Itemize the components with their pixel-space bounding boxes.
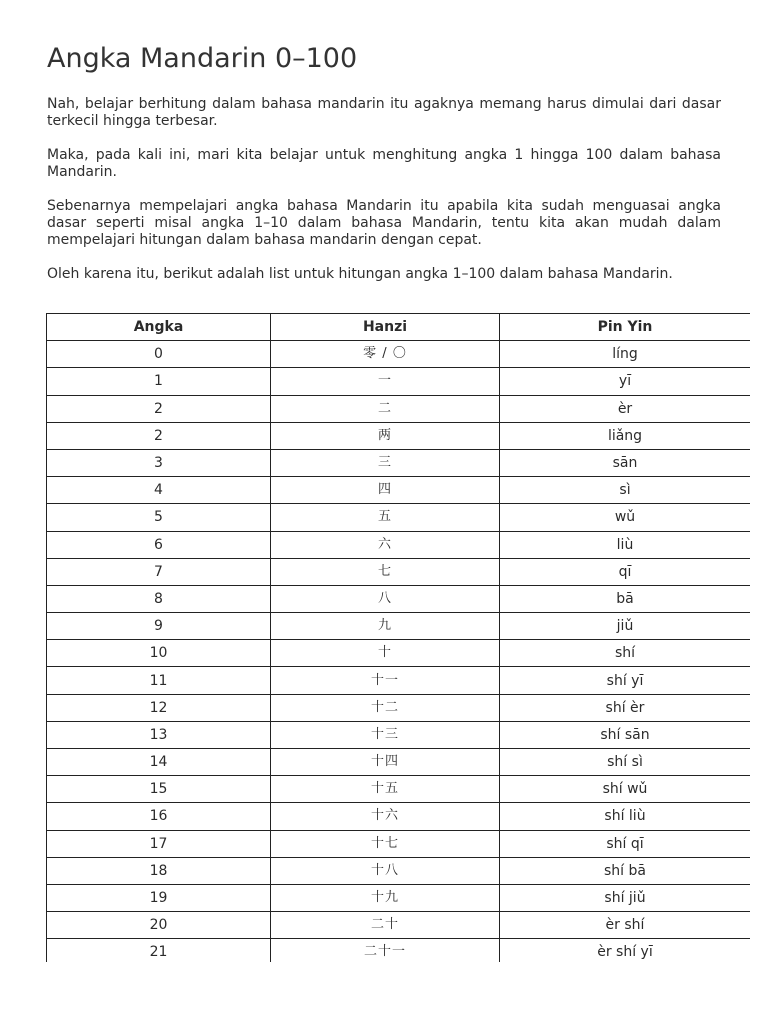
- table-row: [47, 422, 751, 449]
- cell-angka: 3: [47, 449, 271, 476]
- table-row: [47, 368, 751, 395]
- cell-pinyin: shí wǔ: [500, 776, 751, 803]
- table-row: [47, 341, 751, 368]
- cell-pinyin: èr shí yī: [500, 939, 751, 962]
- table-row: [47, 613, 751, 640]
- cell-hanzi: 十二: [271, 694, 500, 721]
- cell-angka: 14: [47, 749, 271, 776]
- cell-angka: 12: [47, 694, 271, 721]
- table-row: [47, 667, 751, 694]
- table-row: [47, 939, 751, 962]
- cell-hanzi: 零 / 〇: [271, 341, 500, 368]
- cell-pinyin: líng: [500, 341, 751, 368]
- cell-pinyin: liù: [500, 531, 751, 558]
- cell-hanzi: 十一: [271, 667, 500, 694]
- intro-paragraph-2: Maka, pada kali ini, mari kita belajar untuk menghitung angka 1 hingga 100 dalam bahasa Mandarin.: [47, 147, 721, 180]
- cell-hanzi: 十三: [271, 721, 500, 748]
- cell-hanzi: 十: [271, 640, 500, 667]
- cell-hanzi: 十四: [271, 749, 500, 776]
- cell-pinyin: shí liù: [500, 803, 751, 830]
- cell-pinyin: shí èr: [500, 694, 751, 721]
- cell-hanzi: 两: [271, 422, 500, 449]
- cell-pinyin: jiǔ: [500, 613, 751, 640]
- cell-angka: 6: [47, 531, 271, 558]
- cell-pinyin: sì: [500, 477, 751, 504]
- table-row: [47, 830, 751, 857]
- intro-paragraph-3: Sebenarnya mempelajari angka bahasa Mandarin itu apabila kita sudah menguasai angka dasar seperti misal angka 1–10 dalam bahasa Mandarin, tentu kita akan mudah dalam mempelajari hitungan dalam bahasa mandarin dengan cepat.: [47, 198, 721, 248]
- table-header-row: [47, 314, 751, 341]
- cell-hanzi: 十九: [271, 884, 500, 911]
- table-row: [47, 749, 751, 776]
- cell-hanzi: 十八: [271, 857, 500, 884]
- cell-pinyin: liǎng: [500, 422, 751, 449]
- table-row: [47, 912, 751, 939]
- cell-hanzi: 十六: [271, 803, 500, 830]
- table-body: [47, 341, 751, 962]
- cell-angka: 7: [47, 558, 271, 585]
- cell-hanzi: 八: [271, 585, 500, 612]
- cell-pinyin: wǔ: [500, 504, 751, 531]
- cell-hanzi: 九: [271, 613, 500, 640]
- cell-angka: 9: [47, 613, 271, 640]
- cell-hanzi: 五: [271, 504, 500, 531]
- cell-pinyin: shí: [500, 640, 751, 667]
- cell-angka: 2: [47, 395, 271, 422]
- cell-angka: 16: [47, 803, 271, 830]
- cell-pinyin: shí sì: [500, 749, 751, 776]
- header-hanzi: Hanzi: [271, 314, 500, 341]
- cell-angka: 11: [47, 667, 271, 694]
- table-row: [47, 449, 751, 476]
- cell-angka: 17: [47, 830, 271, 857]
- cell-hanzi: 三: [271, 449, 500, 476]
- cell-angka: 8: [47, 585, 271, 612]
- table-row: [47, 640, 751, 667]
- table-row: [47, 857, 751, 884]
- cell-angka: 5: [47, 504, 271, 531]
- number-table: [46, 313, 750, 962]
- table-row: [47, 504, 751, 531]
- cell-hanzi: 二: [271, 395, 500, 422]
- cell-angka: 2: [47, 422, 271, 449]
- cell-angka: 1: [47, 368, 271, 395]
- intro-paragraph-1: Nah, belajar berhitung dalam bahasa mandarin itu agaknya memang harus dimulai dari dasar terkecil hingga terbesar.: [47, 96, 721, 129]
- cell-pinyin: shí sān: [500, 721, 751, 748]
- table-row: [47, 776, 751, 803]
- cell-hanzi: 一: [271, 368, 500, 395]
- cell-pinyin: èr: [500, 395, 751, 422]
- cell-pinyin: yī: [500, 368, 751, 395]
- cell-angka: 13: [47, 721, 271, 748]
- cell-pinyin: èr shí: [500, 912, 751, 939]
- cell-angka: 21: [47, 939, 271, 962]
- cell-angka: 20: [47, 912, 271, 939]
- cell-pinyin: shí bā: [500, 857, 751, 884]
- cell-angka: 4: [47, 477, 271, 504]
- cell-pinyin: shí jiǔ: [500, 884, 751, 911]
- cell-hanzi: 十五: [271, 776, 500, 803]
- cell-hanzi: 六: [271, 531, 500, 558]
- table-row: [47, 558, 751, 585]
- document-body: [47, 40, 721, 300]
- cell-hanzi: 四: [271, 477, 500, 504]
- cell-pinyin: bā: [500, 585, 751, 612]
- cell-angka: 19: [47, 884, 271, 911]
- cell-pinyin: shí yī: [500, 667, 751, 694]
- cell-pinyin: shí qī: [500, 830, 751, 857]
- cell-angka: 18: [47, 857, 271, 884]
- cell-hanzi: 十七: [271, 830, 500, 857]
- table-row: [47, 585, 751, 612]
- header-angka: Angka: [47, 314, 271, 341]
- table-row: [47, 395, 751, 422]
- cell-hanzi: 二十: [271, 912, 500, 939]
- table-row: [47, 721, 751, 748]
- table-row: [47, 694, 751, 721]
- number-table-container: [46, 313, 750, 962]
- table-row: [47, 531, 751, 558]
- table-row: [47, 477, 751, 504]
- intro-paragraph-4: Oleh karena itu, berikut adalah list untuk hitungan angka 1–100 dalam bahasa Mandarin.: [47, 266, 673, 282]
- cell-angka: 10: [47, 640, 271, 667]
- header-pinyin: Pin Yin: [500, 314, 751, 341]
- cell-angka: 0: [47, 341, 271, 368]
- cell-angka: 15: [47, 776, 271, 803]
- page-title: Angka Mandarin 0–100: [47, 43, 358, 74]
- cell-pinyin: qī: [500, 558, 751, 585]
- table-row: [47, 803, 751, 830]
- cell-pinyin: sān: [500, 449, 751, 476]
- cell-hanzi: 七: [271, 558, 500, 585]
- table-row: [47, 884, 751, 911]
- cell-hanzi: 二十一: [271, 939, 500, 962]
